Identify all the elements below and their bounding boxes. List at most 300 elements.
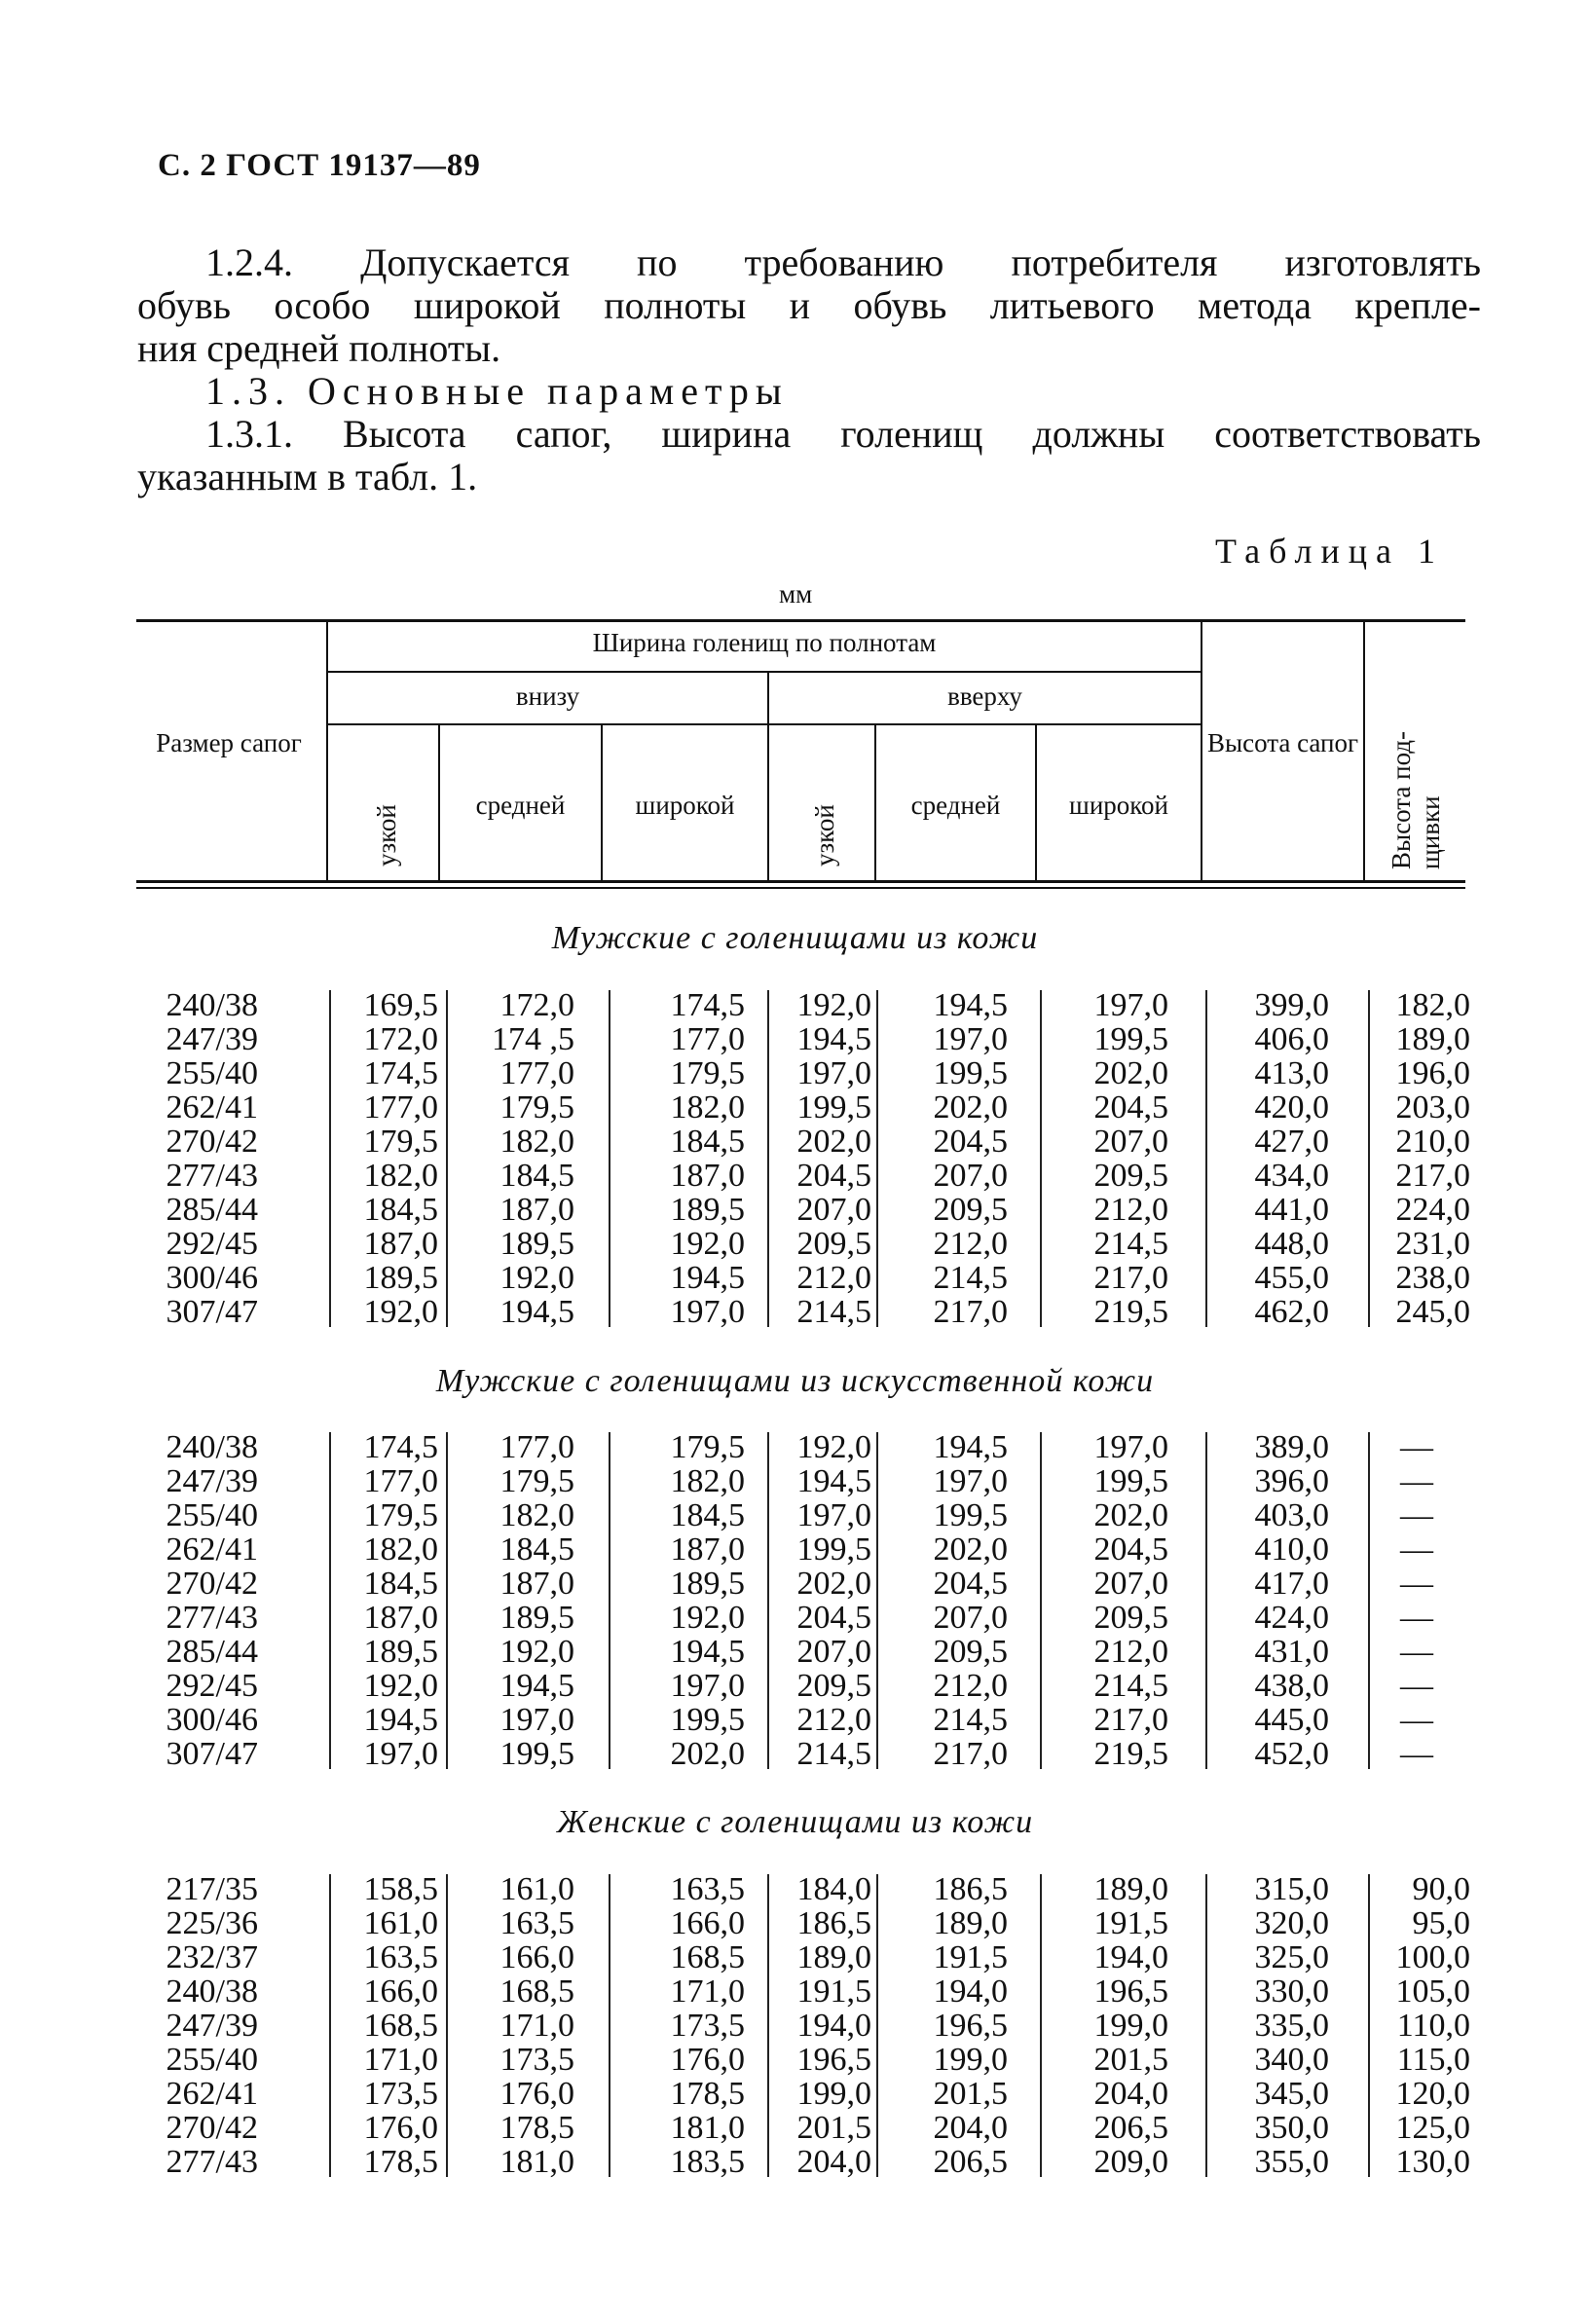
column-separator (1040, 1432, 1042, 1769)
cell-narrow-top: 197,0 (796, 1055, 871, 1091)
header-divider (326, 621, 328, 880)
cell-narrow-top: 204,5 (796, 1600, 871, 1636)
column-separator (767, 1874, 769, 2177)
cell-size: 270/42 (166, 2110, 258, 2146)
cell-narrow-top: 199,0 (796, 2076, 871, 2112)
column-separator (1040, 1874, 1042, 2177)
cell-medium-bottom: 184,5 (499, 1531, 574, 1568)
cell-lining-height: — (1400, 1566, 1433, 1602)
cell-size: 277/43 (166, 1600, 258, 1636)
cell-medium-bottom: 194,5 (499, 1294, 574, 1330)
cell-lining-height: 100,0 (1395, 1939, 1470, 1975)
cell-height: 403,0 (1254, 1497, 1329, 1533)
cell-medium-top: 207,0 (933, 1600, 1008, 1636)
cell-narrow-bottom: 179,5 (363, 1124, 438, 1160)
table-row (0, 1906, 1590, 1940)
section-title: Мужские с голенищами из кожи (551, 920, 1039, 956)
cell-medium-bottom: 192,0 (499, 1634, 574, 1670)
cell-medium-bottom: 179,5 (499, 1463, 574, 1499)
cell-height: 438,0 (1254, 1668, 1329, 1704)
cell-height: 420,0 (1254, 1089, 1329, 1125)
cell-size: 307/47 (166, 1736, 258, 1772)
cell-wide-top: 199,5 (1093, 1463, 1168, 1499)
cell-wide-bottom: 179,5 (670, 1429, 745, 1465)
cell-lining-height: — (1400, 1736, 1433, 1772)
cell-size: 262/41 (166, 1089, 258, 1125)
cell-narrow-bottom: 194,5 (363, 1702, 438, 1738)
cell-medium-top: 201,5 (933, 2076, 1008, 2112)
table-row (0, 2145, 1590, 2179)
column-separator (446, 990, 448, 1327)
cell-narrow-top: 207,0 (796, 1192, 871, 1228)
cell-wide-bottom: 184,5 (670, 1124, 745, 1160)
cell-wide-bottom: 183,5 (670, 2144, 745, 2180)
header-medium-top: средней (910, 791, 1001, 820)
cell-narrow-bottom: 192,0 (363, 1668, 438, 1704)
cell-medium-top: 202,0 (933, 1531, 1008, 1568)
cell-medium-top: 199,5 (933, 1055, 1008, 1091)
table-row (0, 1940, 1590, 1974)
cell-medium-bottom: 194,5 (499, 1668, 574, 1704)
cell-wide-top: 217,0 (1093, 1260, 1168, 1296)
cell-medium-top: 204,0 (933, 2110, 1008, 2146)
table-caption: Таблица 1 (1215, 532, 1444, 571)
cell-wide-bottom: 192,0 (670, 1600, 745, 1636)
table-row (0, 2043, 1590, 2077)
cell-lining-height: 120,0 (1395, 2076, 1470, 2112)
cell-height: 350,0 (1254, 2110, 1329, 2146)
cell-medium-top: 204,5 (933, 1566, 1008, 1602)
cell-narrow-bottom: 178,5 (363, 2144, 438, 2180)
cell-wide-top: 197,0 (1093, 987, 1168, 1023)
header-size: Размер сапог (156, 728, 302, 757)
cell-medium-top: 212,0 (933, 1668, 1008, 1704)
page-header: С. 2 ГОСТ 19137—89 (158, 148, 481, 183)
cell-lining-height: — (1400, 1634, 1433, 1670)
cell-medium-bottom: 172,0 (499, 987, 574, 1023)
cell-height: 340,0 (1254, 2042, 1329, 2078)
para-1-line-1: 1.2.4. Допускается по требованию потребителя изготовлять (205, 240, 1481, 284)
cell-height: 389,0 (1254, 1429, 1329, 1465)
cell-narrow-bottom: 197,0 (363, 1736, 438, 1772)
cell-narrow-top: 212,0 (796, 1702, 871, 1738)
cell-lining-height: 217,0 (1395, 1158, 1470, 1194)
cell-size: 240/38 (166, 1429, 258, 1465)
cell-wide-top: 199,0 (1093, 2008, 1168, 2044)
cell-medium-top: 214,5 (933, 1702, 1008, 1738)
cell-medium-bottom: 184,5 (499, 1158, 574, 1194)
table-row (0, 1261, 1590, 1295)
header-wide-top: широкой (1069, 791, 1168, 820)
cell-narrow-top: 199,5 (796, 1531, 871, 1568)
cell-wide-top: 199,5 (1093, 1021, 1168, 1057)
column-separator (609, 990, 610, 1327)
cell-wide-top: 189,0 (1093, 1871, 1168, 1907)
cell-size: 247/39 (166, 1463, 258, 1499)
cell-size: 285/44 (166, 1634, 258, 1670)
table-row (0, 1125, 1590, 1159)
cell-wide-top: 202,0 (1093, 1055, 1168, 1091)
table-row (0, 1669, 1590, 1703)
cell-size: 292/45 (166, 1668, 258, 1704)
cell-lining-height: 245,0 (1395, 1294, 1470, 1330)
cell-height: 431,0 (1254, 1634, 1329, 1670)
table-top-rule (136, 619, 1465, 622)
cell-narrow-top: 196,5 (796, 2042, 871, 2078)
cell-wide-bottom: 177,0 (670, 1021, 745, 1057)
cell-wide-bottom: 163,5 (670, 1871, 745, 1907)
table-row (0, 1295, 1590, 1329)
cell-medium-top: 207,0 (933, 1158, 1008, 1194)
cell-size: 300/46 (166, 1702, 258, 1738)
table-row (0, 2077, 1590, 2111)
header-lining-height: Высота под- (1387, 730, 1416, 869)
cell-narrow-top: 209,5 (796, 1668, 871, 1704)
cell-narrow-bottom: 172,0 (363, 1021, 438, 1057)
cell-medium-top: 199,0 (933, 2042, 1008, 2078)
cell-size: 307/47 (166, 1294, 258, 1330)
column-separator (1040, 990, 1042, 1327)
column-separator (329, 1432, 331, 1769)
cell-wide-top: 206,5 (1093, 2110, 1168, 2146)
cell-wide-bottom: 173,5 (670, 2008, 745, 2044)
cell-size: 262/41 (166, 2076, 258, 2112)
cell-height: 441,0 (1254, 1192, 1329, 1228)
cell-narrow-top: 194,5 (796, 1463, 871, 1499)
cell-wide-bottom: 197,0 (670, 1294, 745, 1330)
cell-medium-bottom: 181,0 (499, 2144, 574, 2180)
cell-size: 225/36 (166, 1905, 258, 1941)
column-separator (446, 1874, 448, 2177)
cell-medium-bottom: 182,0 (499, 1124, 574, 1160)
column-separator (1368, 990, 1370, 1327)
cell-medium-bottom: 187,0 (499, 1566, 574, 1602)
cell-narrow-bottom: 176,0 (363, 2110, 438, 2146)
cell-medium-top: 212,0 (933, 1226, 1008, 1262)
cell-narrow-bottom: 182,0 (363, 1531, 438, 1568)
cell-wide-bottom: 184,5 (670, 1497, 745, 1533)
cell-size: 277/43 (166, 1158, 258, 1194)
cell-wide-bottom: 174,5 (670, 987, 745, 1023)
cell-medium-bottom: 197,0 (499, 1702, 574, 1738)
cell-narrow-bottom: 189,5 (363, 1634, 438, 1670)
header-divider (1363, 621, 1365, 880)
table-row (0, 1227, 1590, 1261)
cell-height: 335,0 (1254, 2008, 1329, 2044)
cell-medium-bottom: 199,5 (499, 1736, 574, 1772)
cell-size: 255/40 (166, 1055, 258, 1091)
column-separator (876, 990, 878, 1327)
header-top: вверху (947, 682, 1022, 711)
cell-narrow-bottom: 163,5 (363, 1939, 438, 1975)
cell-lining-height: — (1400, 1702, 1433, 1738)
table-row (0, 2009, 1590, 2043)
cell-height: 355,0 (1254, 2144, 1329, 2180)
cell-lining-height: 125,0 (1395, 2110, 1470, 2146)
cell-height: 452,0 (1254, 1736, 1329, 1772)
cell-narrow-bottom: 161,0 (363, 1905, 438, 1941)
cell-lining-height: — (1400, 1600, 1433, 1636)
cell-lining-height: 196,0 (1395, 1055, 1470, 1091)
cell-wide-bottom: 187,0 (670, 1531, 745, 1568)
cell-wide-bottom: 166,0 (670, 1905, 745, 1941)
cell-narrow-bottom: 187,0 (363, 1600, 438, 1636)
cell-medium-bottom: 177,0 (499, 1429, 574, 1465)
cell-lining-height: — (1400, 1531, 1433, 1568)
cell-height: 417,0 (1254, 1566, 1329, 1602)
cell-height: 406,0 (1254, 1021, 1329, 1057)
cell-height: 325,0 (1254, 1939, 1329, 1975)
cell-size: 270/42 (166, 1124, 258, 1160)
cell-size: 255/40 (166, 1497, 258, 1533)
column-separator (609, 1874, 610, 2177)
cell-narrow-bottom: 174,5 (363, 1055, 438, 1091)
cell-lining-height: 189,0 (1395, 1021, 1470, 1057)
cell-size: 247/39 (166, 2008, 258, 2044)
cell-narrow-top: 201,5 (796, 2110, 871, 2146)
column-separator (1205, 1874, 1207, 2177)
cell-size: 300/46 (166, 1260, 258, 1296)
cell-narrow-bottom: 189,5 (363, 1260, 438, 1296)
cell-size: 292/45 (166, 1226, 258, 1262)
cell-narrow-bottom: 158,5 (363, 1871, 438, 1907)
cell-narrow-bottom: 177,0 (363, 1463, 438, 1499)
cell-height: 345,0 (1254, 2076, 1329, 2112)
cell-medium-bottom: 182,0 (499, 1497, 574, 1533)
cell-narrow-top: 209,5 (796, 1226, 871, 1262)
table-row (0, 1159, 1590, 1193)
table-row (0, 1464, 1590, 1498)
header-wide-bottom: широкой (635, 791, 735, 820)
section-heading: 1.3. Основные параметры (205, 369, 789, 413)
cell-narrow-top: 192,0 (796, 987, 871, 1023)
cell-wide-top: 219,5 (1093, 1736, 1168, 1772)
header-bottom: внизу (515, 682, 580, 711)
cell-lining-height: 115,0 (1396, 2042, 1470, 2078)
cell-medium-top: 214,5 (933, 1260, 1008, 1296)
cell-narrow-bottom: 182,0 (363, 1158, 438, 1194)
table-row (0, 1737, 1590, 1771)
cell-height: 455,0 (1254, 1260, 1329, 1296)
cell-size: 217/35 (166, 1871, 258, 1907)
cell-medium-top: 217,0 (933, 1294, 1008, 1330)
table-row (0, 1090, 1590, 1125)
cell-height: 445,0 (1254, 1702, 1329, 1738)
cell-narrow-top: 214,5 (796, 1736, 871, 1772)
column-separator (1368, 1432, 1370, 1769)
table-row (0, 1635, 1590, 1669)
cell-narrow-bottom: 179,5 (363, 1497, 438, 1533)
cell-height: 413,0 (1254, 1055, 1329, 1091)
cell-wide-bottom: 168,5 (670, 1939, 745, 1975)
cell-lining-height: 210,0 (1395, 1124, 1470, 1160)
table-row (0, 1498, 1590, 1532)
cell-medium-top: 191,5 (933, 1939, 1008, 1975)
cell-narrow-top: 212,0 (796, 1260, 871, 1296)
cell-medium-bottom: 166,0 (499, 1939, 574, 1975)
table-row (0, 1974, 1590, 2009)
cell-narrow-top: 184,0 (796, 1871, 871, 1907)
cell-medium-top: 197,0 (933, 1021, 1008, 1057)
table-row (0, 2111, 1590, 2145)
cell-medium-top: 206,5 (933, 2144, 1008, 2180)
cell-medium-bottom: 171,0 (499, 2008, 574, 2044)
cell-medium-bottom: 187,0 (499, 1192, 574, 1228)
table-header-rule-2 (136, 887, 1465, 889)
cell-wide-bottom: 178,5 (670, 2076, 745, 2112)
cell-lining-height: — (1400, 1668, 1433, 1704)
cell-lining-height: 105,0 (1395, 1974, 1470, 2010)
header-subrule (328, 723, 1201, 725)
table-unit: мм (779, 579, 813, 609)
cell-wide-bottom: 171,0 (670, 1974, 745, 2010)
cell-medium-bottom: 163,5 (499, 1905, 574, 1941)
cell-narrow-bottom: 173,5 (363, 2076, 438, 2112)
cell-medium-bottom: 179,5 (499, 1089, 574, 1125)
cell-medium-top: 209,5 (933, 1192, 1008, 1228)
cell-medium-bottom: 161,0 (499, 1871, 574, 1907)
cell-medium-bottom: 189,5 (499, 1600, 574, 1636)
cell-wide-bottom: 194,5 (670, 1260, 745, 1296)
cell-narrow-top: 199,5 (796, 1089, 871, 1125)
cell-narrow-top: 214,5 (796, 1294, 871, 1330)
cell-medium-top: 194,5 (933, 1429, 1008, 1465)
cell-size: 240/38 (166, 1974, 258, 2010)
para-1-line-2: обувь особо широкой полноты и обувь литьевого метода крепле- (137, 283, 1481, 327)
cell-narrow-top: 186,5 (796, 1905, 871, 1941)
column-separator (876, 1432, 878, 1769)
cell-lining-height: 238,0 (1395, 1260, 1470, 1296)
cell-wide-top: 214,5 (1093, 1226, 1168, 1262)
cell-narrow-top: 194,5 (796, 1021, 871, 1057)
cell-lining-height: 95,0 (1412, 1905, 1470, 1941)
cell-medium-top: 189,0 (933, 1905, 1008, 1941)
table-row (0, 1056, 1590, 1090)
cell-size: 232/37 (166, 1939, 258, 1975)
cell-medium-top: 194,0 (933, 1974, 1008, 2010)
cell-lining-height: 224,0 (1395, 1192, 1470, 1228)
cell-wide-top: 219,5 (1093, 1294, 1168, 1330)
cell-narrow-top: 207,0 (796, 1634, 871, 1670)
column-separator (1205, 990, 1207, 1327)
cell-wide-top: 196,5 (1093, 1974, 1168, 2010)
header-narrow-top: узкой (810, 804, 839, 867)
cell-height: 427,0 (1254, 1124, 1329, 1160)
table-header-rule-1 (136, 880, 1465, 883)
cell-wide-top: 209,5 (1093, 1158, 1168, 1194)
cell-lining-height: 203,0 (1395, 1089, 1470, 1125)
header-width-group: Ширина голенищ по полнотам (592, 628, 937, 657)
cell-wide-top: 217,0 (1093, 1702, 1168, 1738)
cell-wide-top: 204,0 (1093, 2076, 1168, 2112)
cell-wide-top: 204,5 (1093, 1089, 1168, 1125)
cell-wide-top: 214,5 (1093, 1668, 1168, 1704)
cell-narrow-top: 204,5 (796, 1158, 871, 1194)
column-separator (329, 1874, 331, 2177)
cell-narrow-bottom: 192,0 (363, 1294, 438, 1330)
cell-height: 462,0 (1254, 1294, 1329, 1330)
cell-wide-top: 207,0 (1093, 1124, 1168, 1160)
para-3-line-2: указанным в табл. 1. (137, 455, 478, 498)
table-row (0, 1601, 1590, 1635)
cell-lining-height: 231,0 (1395, 1226, 1470, 1262)
cell-lining-height: 182,0 (1395, 987, 1470, 1023)
column-separator (1368, 1874, 1370, 2177)
cell-height: 424,0 (1254, 1600, 1329, 1636)
cell-medium-bottom: 168,5 (499, 1974, 574, 2010)
cell-narrow-top: 202,0 (796, 1124, 871, 1160)
header-height: Высота сапог (1206, 728, 1359, 757)
cell-wide-bottom: 182,0 (670, 1463, 745, 1499)
column-separator (329, 990, 331, 1327)
column-separator (446, 1432, 448, 1769)
cell-lining-height: 110,0 (1396, 2008, 1470, 2044)
cell-medium-top: 194,5 (933, 987, 1008, 1023)
table-row (0, 1022, 1590, 1056)
header-lining-height-2: щивки (1416, 795, 1445, 869)
header-subrule (328, 671, 1201, 673)
cell-height: 315,0 (1254, 1871, 1329, 1907)
cell-narrow-bottom: 184,5 (363, 1566, 438, 1602)
header-medium-bottom: средней (475, 791, 566, 820)
cell-wide-bottom: 202,0 (670, 1736, 745, 1772)
cell-wide-top: 209,5 (1093, 1600, 1168, 1636)
cell-wide-bottom: 187,0 (670, 1158, 745, 1194)
cell-medium-bottom: 192,0 (499, 1260, 574, 1296)
cell-height: 434,0 (1254, 1158, 1329, 1194)
cell-narrow-top: 197,0 (796, 1497, 871, 1533)
section-title: Мужские с голенищами из искусственной кожи (435, 1363, 1155, 1399)
table-row (0, 1193, 1590, 1227)
cell-medium-top: 199,5 (933, 1497, 1008, 1533)
cell-wide-top: 204,5 (1093, 1531, 1168, 1568)
cell-wide-top: 202,0 (1093, 1497, 1168, 1533)
cell-medium-bottom: 189,5 (499, 1226, 574, 1262)
table-row (0, 1703, 1590, 1737)
cell-narrow-top: 202,0 (796, 1566, 871, 1602)
cell-narrow-bottom: 166,0 (363, 1974, 438, 2010)
cell-narrow-top: 191,5 (796, 1974, 871, 2010)
para-1-line-3: ния средней полноты. (137, 326, 501, 370)
cell-wide-bottom: 179,5 (670, 1055, 745, 1091)
cell-lining-height: — (1400, 1463, 1433, 1499)
cell-narrow-top: 204,0 (796, 2144, 871, 2180)
cell-wide-bottom: 181,0 (670, 2110, 745, 2146)
column-separator (767, 1432, 769, 1769)
cell-narrow-top: 192,0 (796, 1429, 871, 1465)
cell-lining-height: 90,0 (1412, 1871, 1470, 1907)
table-row (0, 1872, 1590, 1906)
cell-wide-top: 201,5 (1093, 2042, 1168, 2078)
cell-medium-bottom: 173,5 (499, 2042, 574, 2078)
cell-height: 320,0 (1254, 1905, 1329, 1941)
cell-narrow-bottom: 174,5 (363, 1429, 438, 1465)
cell-height: 330,0 (1254, 1974, 1329, 2010)
column-separator (609, 1432, 610, 1769)
cell-narrow-bottom: 187,0 (363, 1226, 438, 1262)
cell-lining-height: — (1400, 1497, 1433, 1533)
table-row (0, 1532, 1590, 1567)
cell-height: 396,0 (1254, 1463, 1329, 1499)
cell-wide-top: 209,0 (1093, 2144, 1168, 2180)
cell-medium-top: 196,5 (933, 2008, 1008, 2044)
cell-wide-bottom: 189,5 (670, 1566, 745, 1602)
header-narrow-bottom: узкой (372, 804, 401, 867)
cell-height: 448,0 (1254, 1226, 1329, 1262)
cell-lining-height: 130,0 (1395, 2144, 1470, 2180)
cell-medium-bottom: 176,0 (499, 2076, 574, 2112)
cell-narrow-bottom: 171,0 (363, 2042, 438, 2078)
